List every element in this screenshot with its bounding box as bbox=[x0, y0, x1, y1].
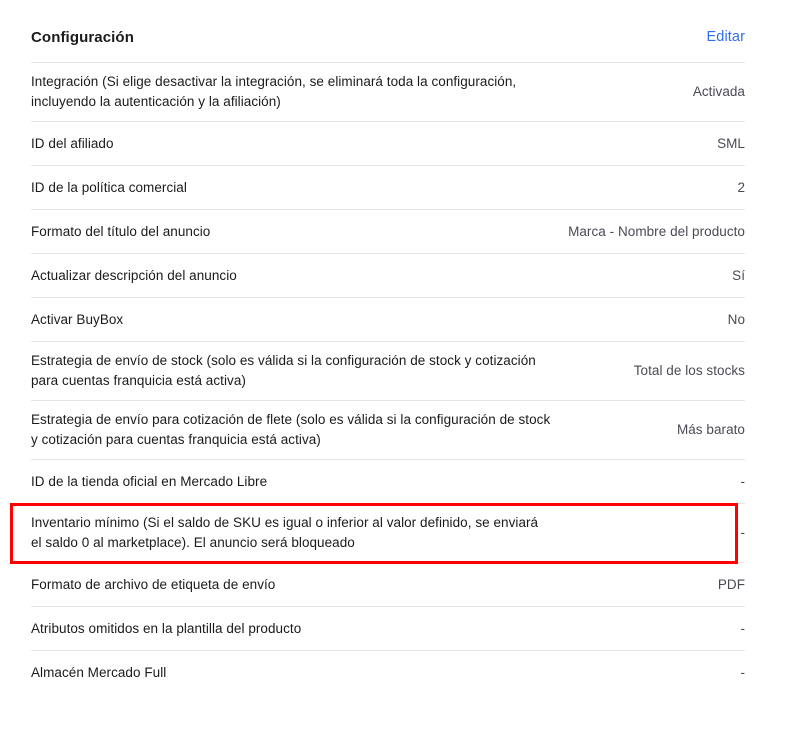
settings-row-label: ID de la política comercial bbox=[31, 179, 187, 195]
settings-row-value: SML bbox=[717, 135, 745, 151]
settings-row-label: ID del afiliado bbox=[31, 135, 114, 151]
settings-row-value: - bbox=[740, 664, 745, 680]
settings-row-label: Almacén Mercado Full bbox=[31, 664, 167, 680]
settings-row-value: Sí bbox=[732, 267, 745, 283]
settings-row bbox=[31, 562, 745, 606]
settings-row bbox=[31, 503, 745, 562]
settings-row-value: Activada bbox=[692, 84, 745, 99]
settings-row-value: 2 bbox=[737, 179, 745, 195]
settings-row-label: Atributos omitidos en la plantilla del producto bbox=[31, 620, 302, 636]
settings-row-label: Formato de archivo de etiqueta de envío bbox=[31, 576, 276, 592]
settings-row-value: Más barato bbox=[676, 422, 745, 437]
settings-row-value: Total de los stocks bbox=[633, 363, 745, 378]
settings-row-value: - bbox=[740, 473, 745, 489]
settings-row-value: No bbox=[727, 311, 745, 327]
settings-row bbox=[31, 165, 745, 209]
settings-row bbox=[31, 121, 745, 165]
settings-row bbox=[31, 606, 745, 650]
edit-button[interactable]: Editar bbox=[706, 29, 745, 45]
settings-row-value: Marca - Nombre del producto bbox=[568, 223, 745, 239]
settings-row-value: - bbox=[740, 620, 745, 636]
settings-row-label: Formato del título del anuncio bbox=[31, 223, 211, 239]
settings-row bbox=[31, 341, 745, 400]
settings-row-label: Integración (Si elige desactivar la integración, se eliminará toda la configuración, incluyendo la autenticación y la afiliación) bbox=[31, 74, 517, 109]
settings-row-label: Estrategia de envío para cotización de flete (solo es válida si la configuración de stock y cotización para cuentas franquicia está activa) bbox=[31, 412, 551, 447]
settings-row-value: PDF bbox=[717, 576, 745, 592]
settings-row bbox=[31, 650, 745, 694]
settings-row bbox=[31, 209, 745, 253]
settings-row-label: Inventario mínimo (Si el saldo de SKU es igual o inferior al valor definido, se enviará el saldo 0 al marketplace). El anuncio será bloqueado bbox=[31, 515, 539, 550]
panel-header bbox=[31, 0, 745, 56]
settings-row bbox=[31, 400, 745, 459]
settings-row-label: Actualizar descripción del anuncio bbox=[31, 267, 237, 283]
settings-row bbox=[31, 253, 745, 297]
settings-row-label: Activar BuyBox bbox=[31, 311, 124, 327]
settings-row bbox=[31, 62, 745, 121]
settings-row bbox=[31, 459, 745, 503]
settings-row-value: - bbox=[740, 525, 745, 540]
settings-row-label: Estrategia de envío de stock (solo es válida si la configuración de stock y cotización para cuentas franquicia está activa) bbox=[31, 353, 536, 388]
settings-row bbox=[31, 297, 745, 341]
settings-row-label: ID de la tienda oficial en Mercado Libre bbox=[31, 473, 268, 489]
settings-list bbox=[31, 62, 745, 694]
page-title: Configuración bbox=[31, 28, 134, 46]
